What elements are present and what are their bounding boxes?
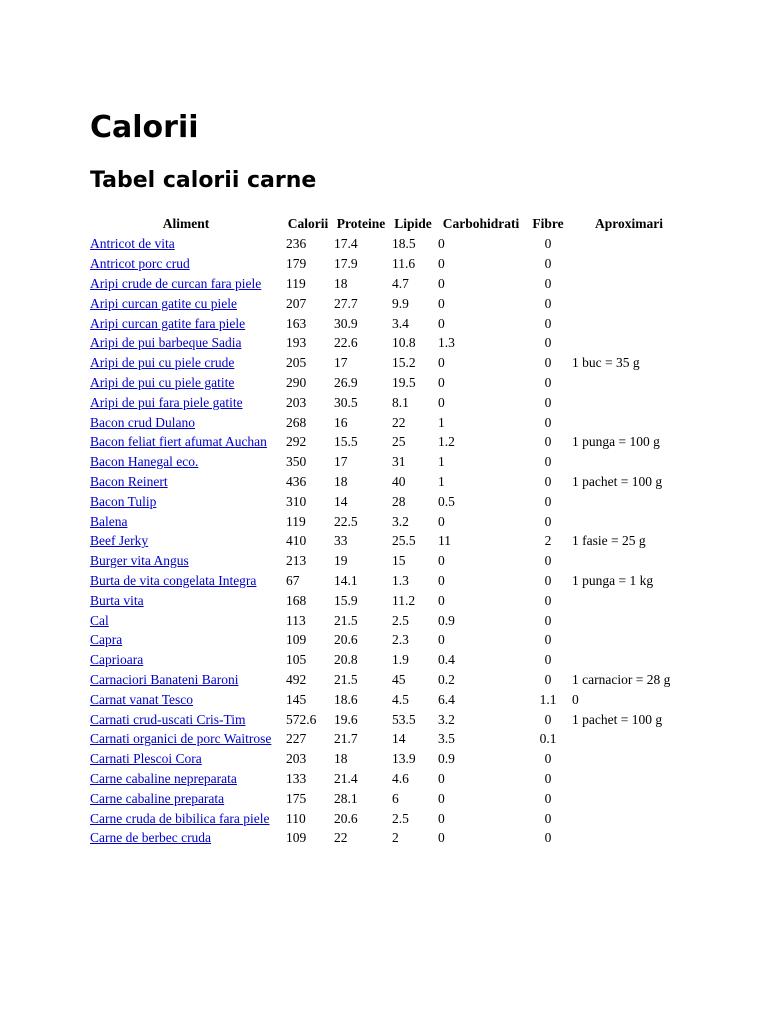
food-link[interactable]: Caprioara: [90, 652, 144, 668]
cell-aliment: [88, 491, 284, 511]
food-link[interactable]: Cal: [90, 612, 109, 628]
cell-calorii: 205: [286, 355, 307, 371]
cell-calorii: 67: [286, 572, 300, 588]
cell-carbohidrati: 0: [438, 256, 445, 272]
food-link[interactable]: Carnati Plescoi Cora: [90, 751, 202, 767]
table-row: [88, 353, 688, 373]
calorie-table: [88, 212, 688, 848]
table-row: [88, 551, 688, 571]
cell-lipide: 3.2: [392, 513, 409, 529]
cell-fibre: 0: [544, 652, 552, 668]
cell-proteine: 17.9: [334, 256, 358, 272]
cell-calorii: 203: [286, 751, 307, 767]
cell-calorii: 207: [286, 295, 307, 311]
food-link[interactable]: Aripi de pui cu piele crude: [90, 355, 235, 371]
cell-aproximari: [570, 610, 688, 630]
cell-lipide: 15: [392, 553, 406, 569]
cell-aproximari: [570, 828, 688, 848]
cell-proteine: 14: [334, 493, 348, 509]
cell-aproximari: [570, 491, 688, 511]
cell-carbohidrati: 0.4: [438, 652, 455, 668]
cell-carbohidrati: 3.5: [438, 731, 455, 747]
cell-proteine: 15.9: [334, 592, 358, 608]
cell-carbohidrati: 0: [438, 790, 445, 806]
cell-fibre: 2: [544, 533, 552, 549]
food-link[interactable]: Aripi de pui fara piele gatite: [90, 394, 243, 410]
table-row: [88, 709, 688, 729]
food-link[interactable]: Carnati organici de porc Waitrose: [90, 731, 272, 747]
table-row: [88, 610, 688, 630]
cell-aproximari: [570, 274, 688, 294]
cell-lipide: 8.1: [392, 394, 409, 410]
cell-aliment: [88, 313, 284, 333]
table-row: [88, 274, 688, 294]
cell-carbohidrati: 0: [438, 830, 445, 846]
cell-proteine: 20.8: [334, 652, 358, 668]
table-row: [88, 313, 688, 333]
cell-lipide: 4.5: [392, 691, 409, 707]
food-link[interactable]: Carne de berbec cruda: [90, 830, 212, 846]
table-row: [88, 749, 688, 769]
cell-calorii: 492: [286, 671, 307, 687]
column-header-calorii: Calorii: [287, 215, 329, 231]
food-link[interactable]: Carnat vanat Tesco: [90, 691, 194, 707]
food-link[interactable]: Burta de vita congelata Integra: [90, 572, 257, 588]
cell-aliment: [88, 689, 284, 709]
cell-fibre: 0: [544, 374, 552, 390]
cell-carbohidrati: 0: [438, 315, 445, 331]
cell-lipide: 18.5: [392, 236, 416, 252]
cell-carbohidrati: 1: [438, 414, 445, 430]
cell-carbohidrati: 0.9: [438, 612, 455, 628]
cell-aliment: [88, 610, 284, 630]
cell-aproximari: [570, 650, 688, 670]
cell-calorii: 113: [286, 612, 306, 628]
cell-calorii: 193: [286, 335, 307, 351]
cell-fibre: 0: [544, 454, 552, 470]
cell-aproximari: [570, 313, 688, 333]
column-header-carbohidrati: Carbohidrati: [442, 215, 520, 231]
cell-calorii: 292: [286, 434, 307, 450]
page-title: Calorii: [90, 110, 199, 145]
cell-fibre: 1.1: [539, 691, 557, 707]
cell-aproximari: [570, 788, 688, 808]
cell-proteine: 21.7: [334, 731, 358, 747]
cell-fibre: 0: [544, 612, 552, 628]
column-header-proteine: Proteine: [336, 215, 386, 231]
cell-aliment: [88, 432, 284, 452]
cell-calorii: 203: [286, 394, 307, 410]
cell-lipide: 45: [392, 671, 406, 687]
cell-fibre: 0: [544, 394, 552, 410]
cell-fibre: 0: [544, 236, 552, 252]
column-header-fibre: Fibre: [532, 215, 564, 231]
cell-carbohidrati: 0.5: [438, 493, 455, 509]
cell-calorii: 119: [286, 275, 306, 291]
cell-calorii: 410: [286, 533, 307, 549]
cell-carbohidrati: 0: [438, 275, 445, 291]
cell-lipide: 1.3: [392, 572, 409, 588]
cell-aproximari: 1 pachet = 100 g: [572, 473, 663, 489]
cell-calorii: 227: [286, 731, 307, 747]
cell-fibre: 0: [544, 830, 552, 846]
cell-proteine: 22.5: [334, 513, 358, 529]
cell-carbohidrati: 0: [438, 355, 445, 371]
table-row: [88, 234, 688, 254]
cell-calorii: 133: [286, 770, 307, 786]
cell-aliment: [88, 472, 284, 492]
table-row: [88, 432, 688, 452]
cell-proteine: 19: [334, 553, 348, 569]
food-link[interactable]: Carne cruda de bibilica fara piele: [90, 810, 270, 826]
cell-proteine: 27.7: [334, 295, 358, 311]
cell-fibre: 0: [544, 632, 552, 648]
cell-proteine: 17.4: [334, 236, 358, 252]
cell-calorii: 572.6: [286, 711, 317, 727]
cell-aliment: [88, 511, 284, 531]
cell-proteine: 28.1: [334, 790, 358, 806]
table-row: [88, 650, 688, 670]
cell-calorii: 350: [286, 454, 307, 470]
cell-fibre: 0: [544, 414, 552, 430]
cell-proteine: 26.9: [334, 374, 358, 390]
cell-aliment: [88, 452, 284, 472]
cell-calorii: 109: [286, 830, 307, 846]
cell-aproximari: [570, 551, 688, 571]
cell-proteine: 21.5: [334, 671, 358, 687]
cell-aproximari: [570, 511, 688, 531]
table-row: [88, 670, 688, 690]
cell-aproximari: [570, 590, 688, 610]
column-header-aliment: Aliment: [162, 215, 210, 231]
cell-carbohidrati: 0: [438, 572, 445, 588]
cell-aliment: [88, 274, 284, 294]
cell-proteine: 14.1: [334, 572, 358, 588]
cell-lipide: 4.7: [392, 275, 409, 291]
cell-proteine: 22: [334, 830, 348, 846]
column-header-lipide: Lipide: [394, 215, 432, 231]
cell-aliment: [88, 333, 284, 353]
cell-fibre: 0: [544, 335, 552, 351]
cell-lipide: 2.5: [392, 612, 409, 628]
cell-aliment: [88, 293, 284, 313]
cell-lipide: 53.5: [392, 711, 416, 727]
cell-fibre: 0: [544, 256, 552, 272]
cell-lipide: 14: [392, 731, 406, 747]
cell-carbohidrati: 0: [438, 374, 445, 390]
cell-calorii: 436: [286, 473, 307, 489]
cell-fibre: 0: [544, 553, 552, 569]
cell-aliment: [88, 412, 284, 432]
cell-aproximari: [570, 729, 688, 749]
cell-lipide: 2.5: [392, 810, 409, 826]
cell-calorii: 105: [286, 652, 307, 668]
cell-carbohidrati: 0.2: [438, 671, 455, 687]
cell-aliment: [88, 571, 284, 591]
table-row: [88, 452, 688, 472]
table-row: [88, 828, 688, 848]
food-link[interactable]: Carne cabaline nepreparata: [90, 770, 237, 786]
cell-lipide: 19.5: [392, 374, 416, 390]
cell-calorii: 175: [286, 790, 307, 806]
food-link[interactable]: Bacon crud Dulano: [90, 414, 195, 430]
cell-aliment: [88, 749, 284, 769]
cell-aproximari: [570, 373, 688, 393]
cell-carbohidrati: 0.9: [438, 751, 455, 767]
cell-lipide: 11.2: [392, 592, 416, 608]
cell-fibre: 0: [544, 770, 552, 786]
cell-carbohidrati: 0: [438, 295, 445, 311]
food-link[interactable]: Burta vita: [90, 592, 144, 608]
cell-aliment: [88, 788, 284, 808]
cell-fibre: 0: [544, 434, 552, 450]
cell-aliment: [88, 630, 284, 650]
cell-aproximari: 1 punga = 1 kg: [572, 572, 654, 588]
table-row: [88, 412, 688, 432]
food-link[interactable]: Bacon Reinert: [90, 473, 168, 489]
table-row: [88, 630, 688, 650]
cell-carbohidrati: 0: [438, 770, 445, 786]
cell-carbohidrati: 1.3: [438, 335, 455, 351]
food-link[interactable]: Bacon Hanegal eco.: [90, 454, 199, 470]
food-link[interactable]: Balena: [90, 513, 128, 529]
cell-aproximari: [570, 630, 688, 650]
cell-lipide: 28: [392, 493, 406, 509]
cell-carbohidrati: 1.2: [438, 434, 455, 450]
cell-fibre: 0: [544, 295, 552, 311]
cell-carbohidrati: 1: [438, 473, 445, 489]
cell-calorii: 109: [286, 632, 307, 648]
cell-aliment: [88, 551, 284, 571]
food-link[interactable]: Carne cabaline preparata: [90, 790, 225, 806]
cell-aproximari: [570, 392, 688, 412]
cell-aliment: [88, 650, 284, 670]
cell-aproximari: [570, 412, 688, 432]
cell-carbohidrati: 0: [438, 394, 445, 410]
food-link[interactable]: Burger vita Angus: [90, 553, 189, 569]
cell-calorii: 290: [286, 374, 307, 390]
cell-proteine: 18.6: [334, 691, 358, 707]
cell-aliment: [88, 729, 284, 749]
cell-lipide: 25: [392, 434, 406, 450]
food-link[interactable]: Aripi curcan gatite fara piele: [90, 315, 246, 331]
cell-aproximari: [570, 333, 688, 353]
cell-aliment: [88, 709, 284, 729]
cell-carbohidrati: 0: [438, 592, 445, 608]
cell-calorii: 179: [286, 256, 307, 272]
cell-lipide: 11.6: [392, 256, 416, 272]
cell-lipide: 6: [392, 790, 399, 806]
cell-proteine: 22.6: [334, 335, 358, 351]
cell-aliment: [88, 769, 284, 789]
cell-aproximari: 1 pachet = 100 g: [572, 711, 663, 727]
cell-fibre: 0: [544, 513, 552, 529]
cell-calorii: 168: [286, 592, 307, 608]
cell-lipide: 13.9: [392, 751, 416, 767]
cell-proteine: 21.4: [334, 770, 358, 786]
cell-lipide: 4.6: [392, 770, 409, 786]
table-row: [88, 511, 688, 531]
cell-carbohidrati: 0: [438, 513, 445, 529]
table-row: [88, 293, 688, 313]
table-row: [88, 491, 688, 511]
cell-fibre: 0: [544, 275, 552, 291]
cell-aliment: [88, 353, 284, 373]
table-body: [88, 234, 688, 848]
cell-aproximari: [570, 769, 688, 789]
cell-proteine: 18: [334, 751, 348, 767]
cell-aproximari: [570, 293, 688, 313]
table-row: [88, 689, 688, 709]
table-row: [88, 373, 688, 393]
cell-carbohidrati: 1: [438, 454, 445, 470]
cell-aproximari: 0: [572, 691, 579, 707]
cell-carbohidrati: 11: [438, 533, 451, 549]
cell-proteine: 20.6: [334, 632, 358, 648]
cell-proteine: 17: [334, 454, 348, 470]
cell-aliment: [88, 828, 284, 848]
cell-lipide: 40: [392, 473, 406, 489]
table-row: [88, 392, 688, 412]
table-row: [88, 729, 688, 749]
cell-aproximari: [570, 452, 688, 472]
cell-aliment: [88, 670, 284, 690]
cell-calorii: 310: [286, 493, 307, 509]
column-header-aproximari: Aproximari: [595, 215, 663, 231]
cell-lipide: 10.8: [392, 335, 416, 351]
table-row: [88, 788, 688, 808]
cell-fibre: 0.1: [539, 731, 557, 747]
food-link[interactable]: Aripi de pui barbeque Sadia: [90, 335, 242, 351]
cell-lipide: 2: [392, 830, 399, 846]
cell-carbohidrati: 0: [438, 810, 445, 826]
table-row: [88, 254, 688, 274]
cell-aproximari: [570, 234, 688, 254]
cell-carbohidrati: 0: [438, 236, 445, 252]
food-link[interactable]: Carnaciori Banateni Baroni: [90, 671, 239, 687]
cell-calorii: 213: [286, 553, 307, 569]
cell-lipide: 25.5: [392, 533, 416, 549]
cell-calorii: 236: [286, 236, 307, 252]
cell-carbohidrati: 6.4: [438, 691, 455, 707]
cell-proteine: 19.6: [334, 711, 358, 727]
cell-aproximari: [570, 749, 688, 769]
cell-lipide: 3.4: [392, 315, 409, 331]
cell-fibre: 0: [544, 355, 552, 371]
cell-proteine: 21.5: [334, 612, 358, 628]
cell-fibre: 0: [544, 711, 552, 727]
cell-proteine: 17: [334, 355, 348, 371]
table-header-row: [88, 212, 688, 234]
cell-aproximari: 1 punga = 100 g: [572, 434, 660, 450]
cell-lipide: 1.9: [392, 652, 409, 668]
cell-fibre: 0: [544, 751, 552, 767]
cell-proteine: 15.5: [334, 434, 358, 450]
cell-calorii: 110: [286, 810, 306, 826]
food-link[interactable]: Carnati crud-uscati Cris-Tim: [90, 711, 246, 727]
cell-fibre: 0: [544, 572, 552, 588]
food-link[interactable]: Antricot de vita: [90, 236, 175, 252]
table-row: [88, 472, 688, 492]
cell-carbohidrati: 0: [438, 632, 445, 648]
cell-aliment: [88, 590, 284, 610]
table-row: [88, 333, 688, 353]
cell-fibre: 0: [544, 810, 552, 826]
cell-lipide: 31: [392, 454, 406, 470]
cell-proteine: 18: [334, 275, 348, 291]
cell-fibre: 0: [544, 315, 552, 331]
cell-carbohidrati: 0: [438, 553, 445, 569]
cell-aliment: [88, 808, 284, 828]
food-link[interactable]: Bacon feliat fiert afumat Auchan: [90, 434, 267, 450]
cell-aliment: [88, 531, 284, 551]
cell-lipide: 9.9: [392, 295, 409, 311]
table-row: [88, 769, 688, 789]
cell-aproximari: [570, 808, 688, 828]
food-link[interactable]: Bacon Tulip: [90, 493, 157, 509]
cell-proteine: 18: [334, 473, 348, 489]
cell-aliment: [88, 392, 284, 412]
cell-calorii: 268: [286, 414, 307, 430]
food-link[interactable]: Antricot porc crud: [90, 256, 190, 272]
food-link[interactable]: Aripi curcan gatite cu piele: [90, 295, 237, 311]
cell-fibre: 0: [544, 592, 552, 608]
food-link[interactable]: Aripi crude de curcan fara piele: [90, 275, 262, 291]
cell-lipide: 2.3: [392, 632, 409, 648]
food-link[interactable]: Aripi de pui cu piele gatite: [90, 374, 235, 390]
cell-proteine: 30.9: [334, 315, 358, 331]
page-subtitle: Tabel calorii carne: [90, 168, 317, 193]
cell-lipide: 22: [392, 414, 406, 430]
cell-proteine: 30.5: [334, 394, 358, 410]
cell-aproximari: 1 carnacior = 28 g: [572, 671, 671, 687]
food-link[interactable]: Beef Jerky: [90, 533, 149, 549]
table-row: [88, 808, 688, 828]
cell-proteine: 33: [334, 533, 348, 549]
cell-aliment: [88, 254, 284, 274]
cell-fibre: 0: [544, 671, 552, 687]
cell-aproximari: [570, 254, 688, 274]
cell-proteine: 16: [334, 414, 348, 430]
cell-aliment: [88, 373, 284, 393]
food-link[interactable]: Capra: [90, 632, 123, 648]
cell-proteine: 20.6: [334, 810, 358, 826]
cell-fibre: 0: [544, 493, 552, 509]
cell-lipide: 15.2: [392, 355, 416, 371]
cell-calorii: 119: [286, 513, 306, 529]
cell-aproximari: 1 buc = 35 g: [572, 355, 640, 371]
cell-aproximari: 1 fasie = 25 g: [572, 533, 646, 549]
cell-calorii: 145: [286, 691, 307, 707]
cell-aliment: [88, 234, 284, 254]
cell-carbohidrati: 3.2: [438, 711, 455, 727]
cell-fibre: 0: [544, 473, 552, 489]
cell-calorii: 163: [286, 315, 307, 331]
cell-fibre: 0: [544, 790, 552, 806]
table-row: [88, 571, 688, 591]
table-row: [88, 531, 688, 551]
table-row: [88, 590, 688, 610]
